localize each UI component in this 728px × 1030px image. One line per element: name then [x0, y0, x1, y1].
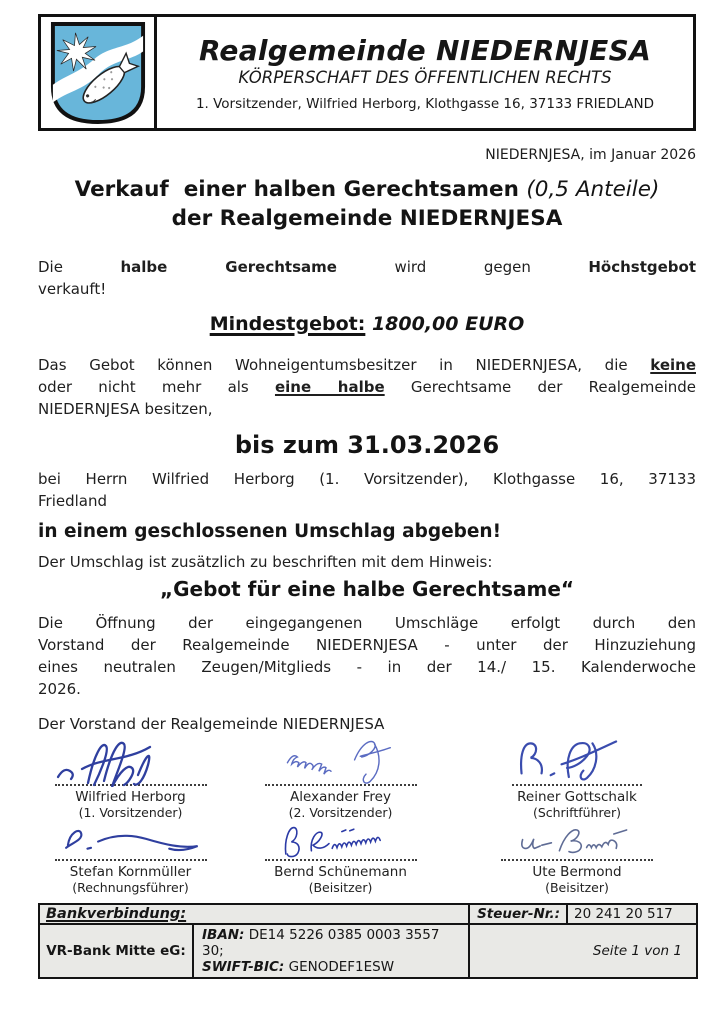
footer-table: [38, 903, 698, 979]
signatory-role: (Beisitzer): [545, 880, 609, 895]
deadline-line: bis zum 31.03.2026: [234, 431, 500, 459]
minimum-bid-value: 1800,00 EURO: [365, 313, 525, 335]
org-address: 1. Vorsitzender, Wilfried Herborg, Klothgasse 16, 37133 FRIEDLAND: [195, 95, 655, 112]
signatory-name: Stefan Kornmüller: [69, 864, 192, 880]
signature-alexander-frey-icon: [256, 737, 426, 787]
label-instruction: Der Umschlag ist zusätzlich zu beschriften mit dem Hinweis:: [38, 553, 493, 571]
para-sale: Die halbe Gerechtsame wird gegen Höchstgebot verkauft!: [38, 258, 697, 298]
signatory-name: Bernd Schünemann: [274, 864, 407, 880]
signatory-role: (Schriftführer): [532, 805, 622, 820]
signatory-name: Wilfried Herborg: [75, 789, 186, 805]
signature-cell: [38, 822, 223, 895]
signature-block-row-1: [38, 737, 696, 820]
document-title: [38, 175, 696, 233]
signature-cell: [458, 822, 696, 895]
signature-cell: [223, 822, 458, 895]
board-line: Der Vorstand der Realgemeinde NIEDERNJESA: [38, 715, 385, 733]
minimum-bid-line: [38, 313, 696, 335]
signatory-name: Ute Bermond: [532, 864, 622, 880]
signature-cell: [458, 737, 696, 820]
signatory-role: (1. Vorsitzender): [78, 805, 183, 820]
signature-block-row-2: [38, 822, 696, 895]
signature-reiner-gottschalk-icon: [502, 737, 652, 787]
iban-line: IBAN: DE14 5226 0385 0003 3557 30;: [202, 927, 449, 959]
signature-bernd-schuenemann-icon: [256, 822, 426, 862]
title-line-1: Verkauf einer halben Gerechtsamen (0,5 Anteile): [74, 177, 660, 202]
signature-cell: [38, 737, 223, 820]
signatory-role: (Beisitzer): [308, 880, 373, 895]
signatory-role: (Rechnungsführer): [72, 880, 189, 895]
org-subtitle: KÖRPERSCHAFT DES ÖFFENTLICHEN RECHTS: [238, 67, 612, 87]
para-address: bei Herrn Wilfried Herborg (1. Vorsitzender), Klothgasse 16, 37133 Friedland: [38, 470, 696, 510]
minimum-bid-label: Mindestgebot:: [209, 313, 366, 335]
dateline: NIEDERNJESA, im Januar 2026: [485, 147, 696, 163]
signatory-name: Alexander Frey: [290, 789, 391, 805]
envelope-instruction: in einem geschlossenen Umschlag abgeben!: [38, 521, 502, 542]
signatory-role: (2. Vorsitzender): [288, 805, 393, 820]
signature-ute-bermond-icon: [497, 822, 657, 862]
swift-line: SWIFT-BIC: GENODEF1ESW: [202, 959, 395, 975]
signatory-name: Reiner Gottschalk: [517, 789, 637, 805]
envelope-label-quote: „Gebot für eine halbe Gerechtsame“: [159, 577, 575, 601]
letterhead: [38, 14, 696, 131]
bank-header-label: Bankverbindung:: [39, 904, 469, 924]
para-opening: Die Öffnung der eingegangenen Umschläge erfolgt durch den Vorstand der Realgemeinde NIEDERNJESA - unter der Hinzuziehung eines neutralen Zeugen/Mitglieds - in der 14./ 15. Kalenderwoche 2026.: [38, 614, 696, 698]
coat-of-arms-cell: [41, 17, 157, 128]
para-eligibility: Das Gebot können Wohneigentumsbesitzer in NIEDERNJESA, die keine oder nicht mehr als eine halbe Gerechtsame der Realgemeinde NIEDERNJESA besitzen,: [38, 356, 696, 418]
bank-name: VR-Bank Mitte eG:: [39, 924, 193, 978]
bank-account-details: [193, 924, 469, 978]
signature-wilfried-herborg-icon: [46, 737, 216, 787]
title-line-2: der Realgemeinde NIEDERNJESA: [171, 206, 563, 231]
page-number: Seite 1 von 1: [469, 924, 697, 978]
niedernjesa-coat-of-arms-icon: [49, 20, 147, 126]
org-name: Realgemeinde NIEDERNJESA: [198, 33, 652, 67]
signature-stefan-kornmueller-icon: [46, 822, 216, 862]
signature-cell: [223, 737, 458, 820]
steuer-nr-value: 20 241 20 517: [567, 904, 697, 924]
steuer-nr-label: Steuer-Nr.:: [469, 904, 567, 924]
